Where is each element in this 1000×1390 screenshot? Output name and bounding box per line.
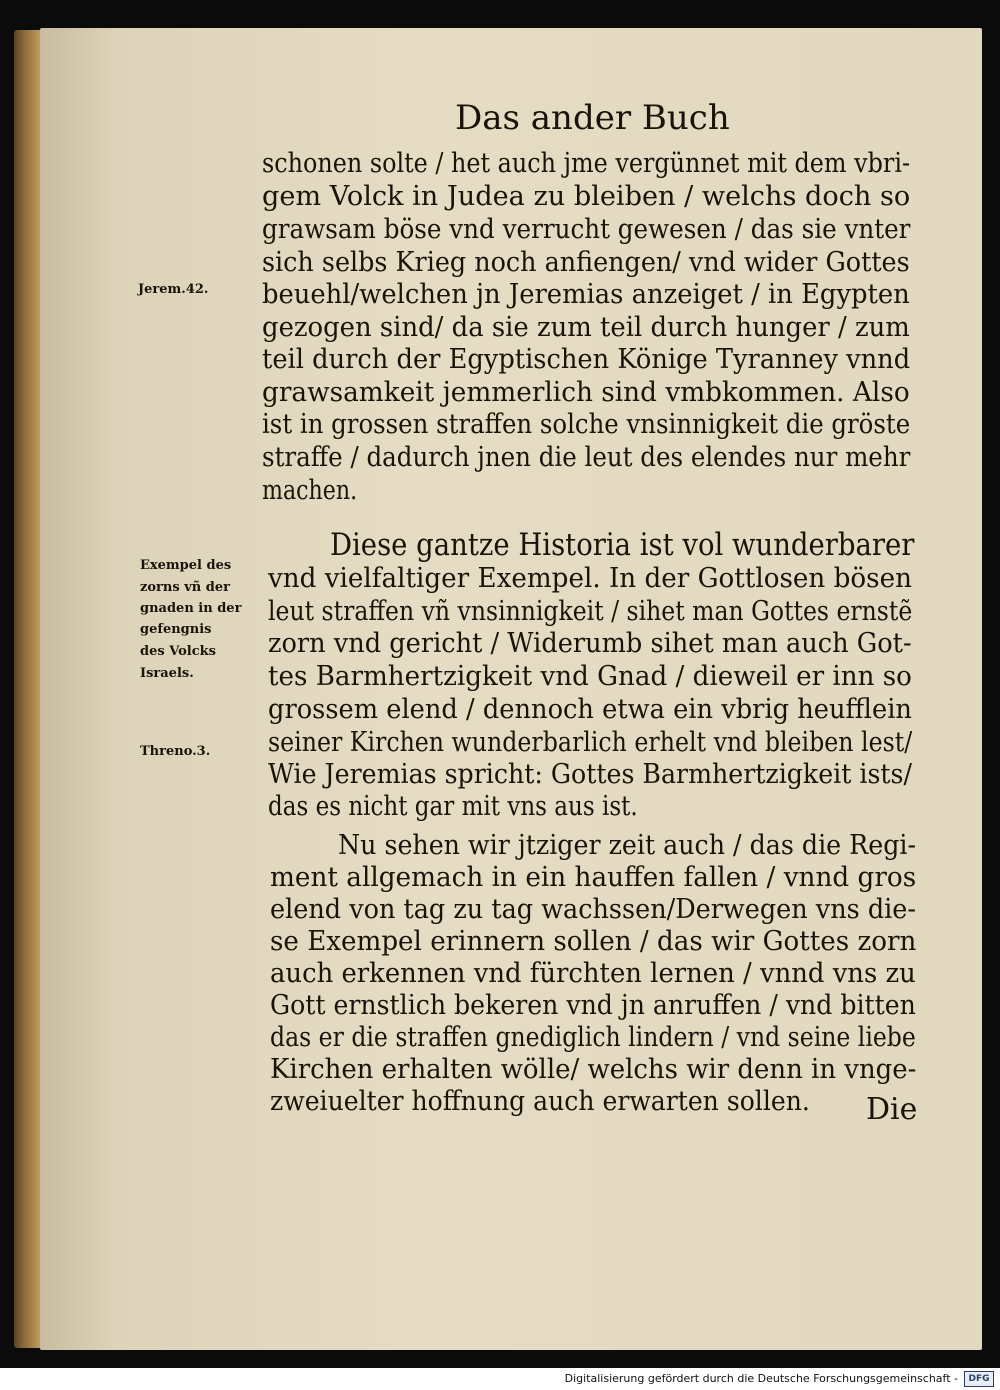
text-line: das er die straffen gnediglich lindern / vnd seine liebe: [270, 1022, 916, 1053]
text-line: tes Barmhertzigkeit vnd Gnad / dieweil er inn so: [268, 661, 912, 692]
text-line: beuehl/welchen jn Jeremias anzeiget / in Egypten: [262, 279, 910, 310]
text-line: ist in grossen straffen solche vnsinnigkeit die gröste: [262, 409, 911, 440]
text-line: leut straffen vñ vnsinnigkeit / sihet man Gottes ernstẽ: [268, 596, 913, 627]
text-line: elend von tag zu tag wachssen/Derwegen vns die-: [270, 894, 917, 925]
text-line: ment allgemach in ein hauffen fallen / vnnd gros: [270, 862, 917, 893]
margin-note-exempel: gefengnis: [140, 622, 212, 637]
text-line: Nu sehen wir jtziger zeit auch / das die Regi-: [338, 830, 917, 861]
text-line: Kirchen erhalten wölle/ welchs wir denn in vnge-: [270, 1054, 917, 1085]
text-line: grawsam böse vnd verrucht gewesen / das sie vnter: [262, 214, 911, 245]
margin-note-exempel: Exempel des: [140, 558, 232, 573]
margin-note-threnody: Threno.3.: [140, 744, 211, 759]
footer-credit: Digitalisierung gefördert durch die Deutsche Forschungsgemeinschaft -: [564, 1372, 958, 1385]
text-line: machen.: [262, 475, 358, 506]
text-line: se Exempel erinnern sollen / das wir Gottes zorn: [270, 926, 917, 957]
text-line: zorn vnd gericht / Widerumb sihet man auch Got-: [268, 628, 912, 659]
text-line: Diese gantze Historia ist vol wunderbarer: [330, 527, 915, 563]
text-line: Gott ernstlich bekeren vnd jn anruffen / vnd bitten: [270, 990, 916, 1021]
text-line: schonen solte / het auch jme vergünnet mit dem vbri-: [262, 148, 911, 179]
footer-bar: [0, 1368, 1000, 1390]
margin-note-jeremiah: Jerem.42.: [138, 282, 209, 297]
text-line: grawsamkeit jemmerlich sind vmbkommen. Also: [262, 377, 910, 408]
text-line: zweiuelter hoffnung auch erwarten sollen.: [270, 1086, 810, 1117]
margin-note-exempel: zorns vñ der: [140, 580, 230, 595]
text-line: vnd vielfaltiger Exempel. In der Gottlosen bösen: [268, 563, 912, 594]
margin-note-exempel: Israels.: [140, 666, 194, 681]
text-line: Wie Jeremias spricht: Gottes Barmhertzigkeit ists/: [268, 759, 913, 790]
text-line: gezogen sind/ da sie zum teil durch hunger / zum: [262, 312, 910, 343]
dfg-logo: DFG: [964, 1371, 994, 1387]
text-line: gem Volck in Judea zu bleiben / welchs doch so: [262, 181, 911, 212]
margin-note-exempel: des Volcks: [140, 644, 216, 659]
catchword: Die: [866, 1092, 918, 1127]
margin-note-exempel: gnaden in der: [140, 601, 242, 616]
text-line: auch erkennen vnd fürchten lernen / vnnd vns zu: [270, 958, 916, 989]
running-head: Das ander Buch: [455, 98, 730, 138]
text-line: teil durch der Egyptischen Könige Tyranney vnnd: [262, 344, 911, 375]
text-line: das es nicht gar mit vns aus ist.: [268, 791, 638, 822]
text-line: sich selbs Krieg noch anfiengen/ vnd wider Gottes: [262, 247, 910, 278]
text-line: grossem elend / dennoch etwa ein vbrig heufflein: [268, 694, 912, 725]
text-line: straffe / dadurch jnen die leut des elendes nur mehr: [262, 442, 911, 473]
text-line: seiner Kirchen wunderbarlich erhelt vnd bleiben lest/: [268, 727, 913, 758]
